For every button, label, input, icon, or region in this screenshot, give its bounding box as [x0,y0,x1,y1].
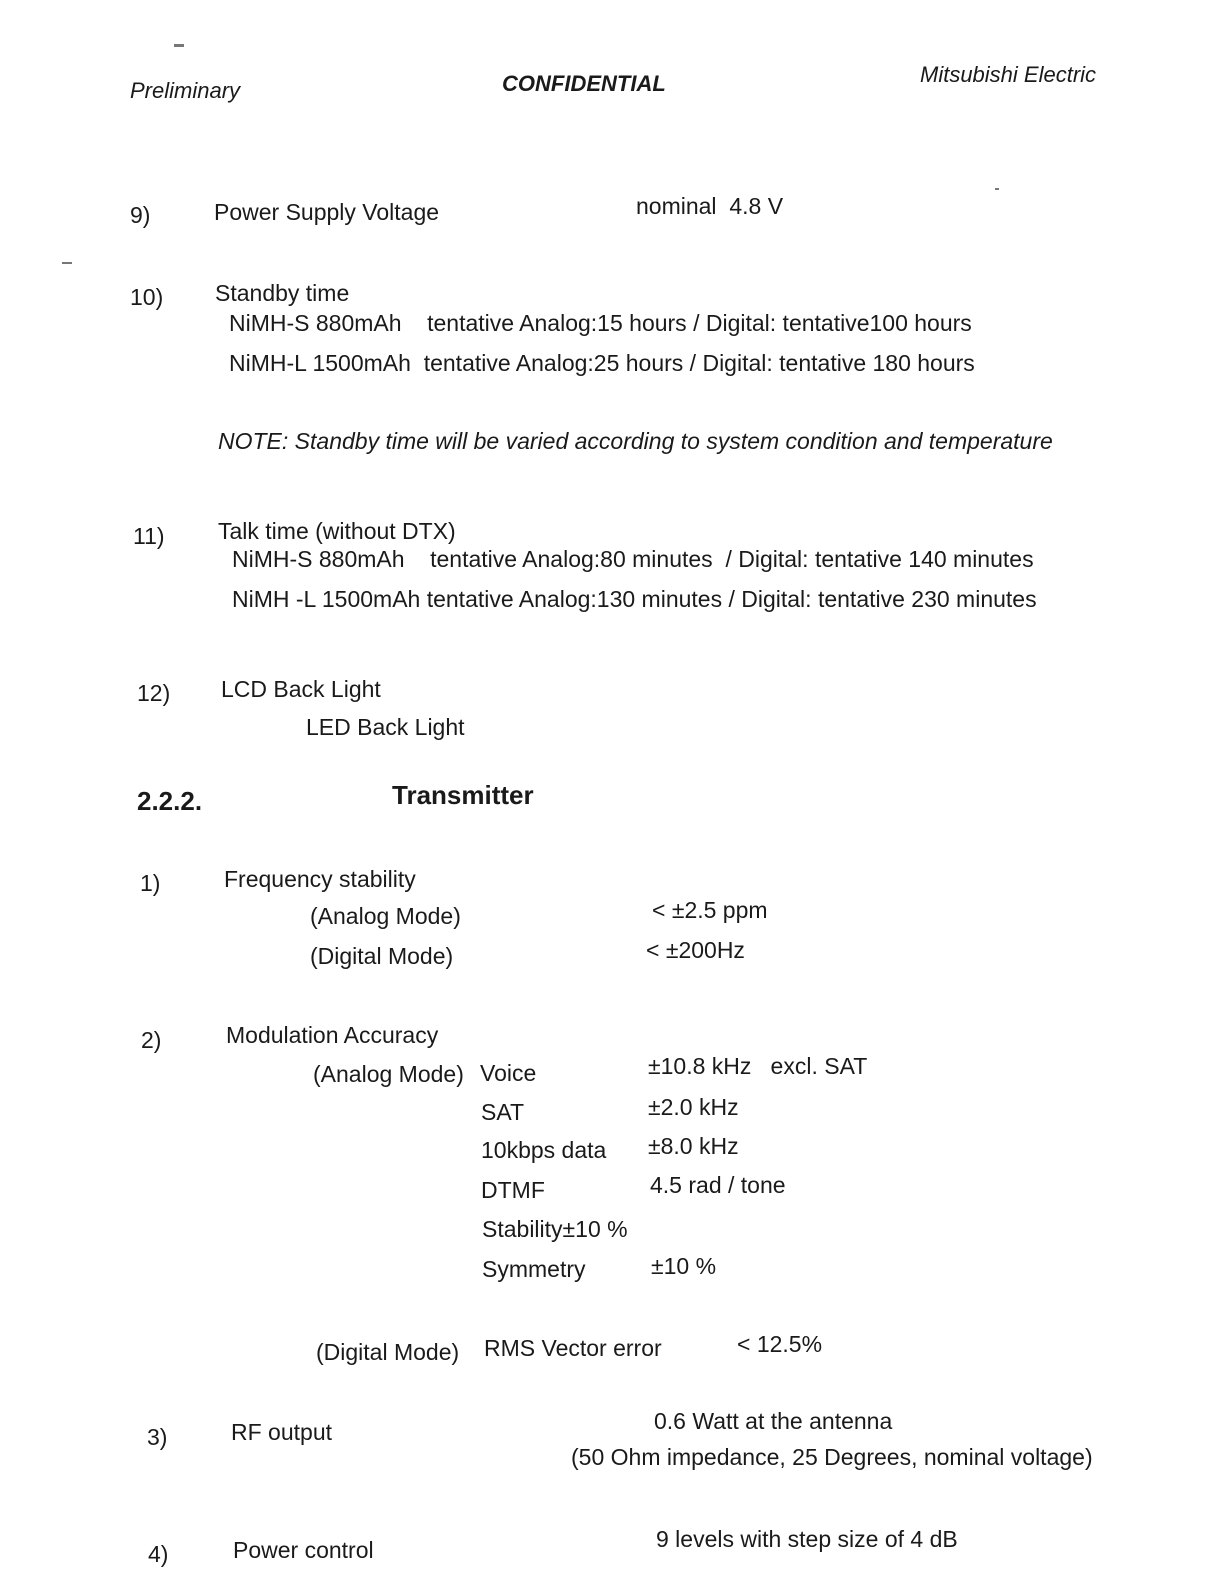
item-10-label: Standby time [215,280,350,306]
tx-2-row-param: Voice [480,1060,537,1086]
tx-2-row-param: DTMF [481,1177,545,1203]
item-11-number: 11) [133,523,165,549]
tx-3-value: 0.6 Watt at the antenna [654,1408,893,1434]
item-12-sub: LED Back Light [306,714,465,740]
item-12-label: LCD Back Light [221,676,381,702]
tx-1-number: 1) [140,870,161,896]
tx-2-number: 2) [141,1027,162,1053]
tx-2-row-param: 10kbps data [481,1137,607,1163]
tx-2-analog-label: (Analog Mode) [313,1061,464,1087]
item-10-note: NOTE: Standby time will be varied according to system condition and temperature [218,428,1053,454]
tx-2-row-value: 4.5 rad / tone [650,1172,786,1198]
tx-3-label: RF output [231,1419,332,1445]
scan-speck [995,188,999,190]
item-9-value: nominal 4.8 V [636,193,784,219]
item-10-number: 10) [130,284,164,310]
item-11-label: Talk time (without DTX) [218,518,456,544]
tx-2-row-value: ±10 % [651,1253,717,1279]
tx-3-note: (50 Ohm impedance, 25 Degrees, nominal voltage) [571,1444,1093,1470]
item-11-line-2: NiMH -L 1500mAh tentative Analog:130 minutes / Digital: tentative 230 minutes [232,586,1037,612]
header-preliminary: Preliminary [130,78,241,103]
tx-2-row-param: Stability±10 % [482,1216,628,1242]
tx-2-row-value: ±2.0 kHz [648,1094,739,1120]
tx-4-value: 9 levels with step size of 4 dB [656,1526,958,1552]
tx-2-row-param: Symmetry [482,1256,586,1282]
tx-1-label: Frequency stability [224,866,416,892]
tx-2-digital-value: < 12.5% [737,1331,823,1357]
section-title: Transmitter [392,780,534,810]
header-company: Mitsubishi Electric [920,62,1097,87]
tx-2-label: Modulation Accuracy [226,1022,439,1048]
item-12-number: 12) [137,680,171,706]
item-10-line-1: NiMH-S 880mAh tentative Analog:15 hours / Digital: tentative100 hours [229,310,972,336]
section-number: 2.2.2. [137,786,203,816]
scan-speck [62,262,72,264]
tx-2-row-param: SAT [481,1099,525,1125]
tx-1-analog-label: (Analog Mode) [310,903,461,929]
tx-2-digital-label: (Digital Mode) [316,1339,460,1365]
tx-4-label: Power control [233,1537,374,1563]
tx-1-digital-value: < ±200Hz [646,937,745,963]
tx-1-analog-value: < ±2.5 ppm [652,897,768,923]
tx-3-number: 3) [147,1424,168,1450]
scan-speck [174,44,184,47]
tx-4-number: 4) [148,1541,169,1567]
header-confidential: CONFIDENTIAL [502,71,666,96]
item-11-line-1: NiMH-S 880mAh tentative Analog:80 minutes / Digital: tentative 140 minutes [232,546,1034,572]
item-10-line-2: NiMH-L 1500mAh tentative Analog:25 hours / Digital: tentative 180 hours [229,350,975,376]
item-9-number: 9) [130,202,151,228]
item-9-label: Power Supply Voltage [214,199,440,225]
tx-2-digital-param: RMS Vector error [484,1335,662,1361]
tx-1-digital-label: (Digital Mode) [310,943,454,969]
tx-2-row-value: ±8.0 kHz [648,1133,739,1159]
tx-2-row-value: ±10.8 kHz excl. SAT [648,1053,868,1079]
